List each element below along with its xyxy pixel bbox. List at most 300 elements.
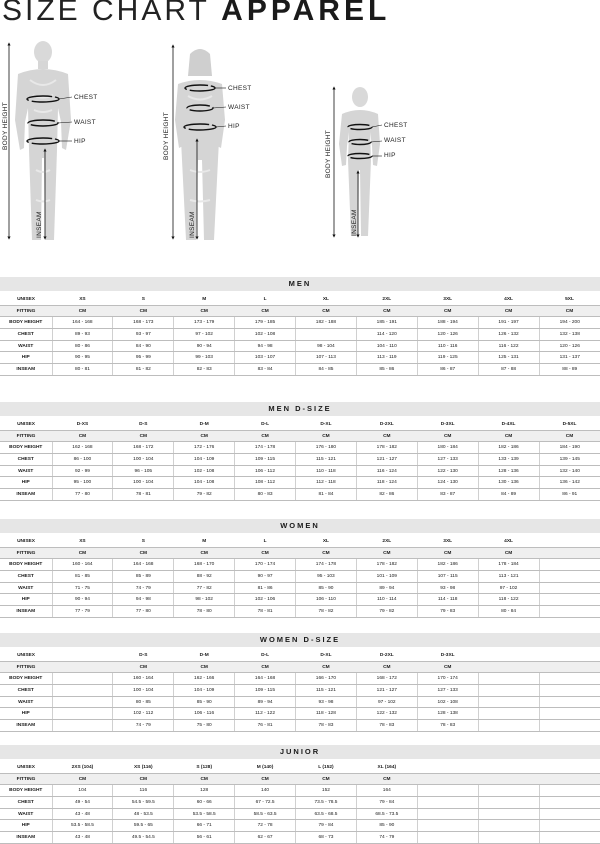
- table-row: [0, 340, 600, 352]
- unit-cell: [417, 773, 478, 785]
- table-cell: 102 - 108: [417, 696, 478, 708]
- unit-cell: CM: [296, 661, 357, 673]
- table-cell: 87 - 88: [478, 364, 539, 376]
- table-cell: 104: [52, 785, 113, 797]
- unit-cell: CM: [113, 547, 174, 559]
- unit-cell: CM: [539, 430, 600, 442]
- man-figure: [9, 41, 72, 240]
- table-cell: [417, 785, 478, 797]
- table-cell: 132 - 138: [539, 329, 600, 341]
- unit-cell: CM: [296, 773, 357, 785]
- table-cell: 194 - 200: [539, 317, 600, 329]
- table-cell: 131 - 137: [539, 352, 600, 364]
- table-cell: 120 - 126: [539, 340, 600, 352]
- table-cell: [478, 708, 539, 720]
- table-cell: 95 - 99: [113, 352, 174, 364]
- measure-label: INSEAM: [0, 364, 52, 376]
- table-cell: 128 - 136: [478, 465, 539, 477]
- table-cell: [478, 685, 539, 697]
- section-women: [0, 519, 600, 618]
- table-row: [0, 559, 600, 571]
- size-header: D-M: [174, 650, 235, 661]
- size-header: 3XL: [417, 294, 478, 305]
- unit-cell: CM: [296, 305, 357, 317]
- table-cell: 164 - 168: [113, 559, 174, 571]
- table-cell: [52, 685, 113, 697]
- size-header-row: [0, 419, 600, 430]
- table-cell: 130 - 136: [478, 477, 539, 489]
- unit-cell: [539, 547, 600, 559]
- table-cell: 182 - 186: [417, 559, 478, 571]
- size-header-row: [0, 294, 600, 305]
- table-cell: 115 - 121: [296, 685, 357, 697]
- size-header: S (128): [174, 762, 235, 773]
- table-cell: 104 - 109: [174, 454, 235, 466]
- table-cell: 128 - 138: [417, 708, 478, 720]
- table-cell: 79 - 82: [174, 489, 235, 501]
- table-cell: 74 - 79: [356, 832, 417, 844]
- measure-label: BODY HEIGHT: [0, 785, 52, 797]
- measure-label: HIP: [0, 352, 52, 364]
- table-cell: [417, 797, 478, 809]
- table-cell: 126 - 132: [478, 329, 539, 341]
- table-cell: 125 - 131: [478, 352, 539, 364]
- size-header: D-4XL: [478, 419, 539, 430]
- table-cell: 66 - 71: [174, 820, 235, 832]
- table-cell: 84 - 89: [478, 489, 539, 501]
- table-cell: [539, 832, 600, 844]
- table-row: [0, 820, 600, 832]
- woman-hip-label: HIP: [228, 123, 240, 130]
- unit-cell: CM: [478, 430, 539, 442]
- table-cell: 160 - 164: [52, 559, 113, 571]
- measure-label: BODY HEIGHT: [0, 317, 52, 329]
- table-row: [0, 797, 600, 809]
- table-cell: 83 - 84: [235, 364, 296, 376]
- table-cell: 49 - 54: [52, 797, 113, 809]
- size-header: D-S: [113, 650, 174, 661]
- size-table: [0, 294, 600, 376]
- measure-label: CHEST: [0, 571, 52, 583]
- table-cell: 93 - 98: [296, 696, 357, 708]
- unit-cell: CM: [113, 661, 174, 673]
- table-cell: 139 - 145: [539, 454, 600, 466]
- unit-cell: CM: [113, 305, 174, 317]
- table-cell: 152: [296, 785, 357, 797]
- table-cell: 122 - 132: [356, 708, 417, 720]
- size-header: XL: [296, 294, 357, 305]
- measure-label: CHEST: [0, 685, 52, 697]
- table-cell: 77 - 80: [113, 606, 174, 618]
- section-title: MEN: [0, 277, 600, 291]
- measure-label: INSEAM: [0, 720, 52, 732]
- table-cell: 56 - 61: [174, 832, 235, 844]
- table-cell: 84 - 85: [296, 364, 357, 376]
- table-cell: 107 - 115: [417, 571, 478, 583]
- size-header: D-L: [235, 419, 296, 430]
- unit-cell: CM: [174, 305, 235, 317]
- table-cell: 89 - 94: [356, 582, 417, 594]
- table-cell: [539, 797, 600, 809]
- table-cell: 74 - 79: [113, 720, 174, 732]
- unit-cell: [478, 661, 539, 673]
- table-cell: [539, 673, 600, 685]
- size-header: S: [113, 294, 174, 305]
- unit-cell: CM: [356, 773, 417, 785]
- fitting-label: FITTING: [0, 430, 52, 442]
- size-header: D-XL: [296, 650, 357, 661]
- size-header: D-M: [174, 419, 235, 430]
- unit-cell: CM: [235, 661, 296, 673]
- unit-cell: CM: [174, 661, 235, 673]
- table-cell: 68.5 - 73.5: [356, 808, 417, 820]
- unit-cell: CM: [478, 547, 539, 559]
- table-row: [0, 696, 600, 708]
- table-cell: [417, 820, 478, 832]
- measure-label: CHEST: [0, 329, 52, 341]
- unit-cell: CM: [52, 773, 113, 785]
- table-cell: 104 - 110: [356, 340, 417, 352]
- table-cell: 92 - 99: [52, 465, 113, 477]
- table-cell: 188 - 194: [417, 317, 478, 329]
- table-cell: 76 - 81: [235, 720, 296, 732]
- unisex-label: UNISEX: [0, 536, 52, 547]
- size-header: D-3XL: [417, 650, 478, 661]
- table-cell: [539, 785, 600, 797]
- measure-label: CHEST: [0, 797, 52, 809]
- table-row: [0, 606, 600, 618]
- title-light: SIZE CHART: [2, 0, 210, 27]
- table-cell: [539, 820, 600, 832]
- table-cell: 81 - 82: [113, 364, 174, 376]
- table-cell: [539, 606, 600, 618]
- measure-label: WAIST: [0, 808, 52, 820]
- size-header: 3XL: [417, 536, 478, 547]
- table-cell: 90 - 94: [52, 594, 113, 606]
- man-chest-label: CHEST: [74, 94, 98, 101]
- size-header: XS: [52, 294, 113, 305]
- table-cell: 116 - 122: [478, 340, 539, 352]
- size-header: D-2XL: [356, 650, 417, 661]
- table-cell: [478, 720, 539, 732]
- table-cell: [52, 720, 113, 732]
- measure-label: INSEAM: [0, 489, 52, 501]
- table-cell: 98 - 102: [174, 594, 235, 606]
- table-cell: 103 - 107: [235, 352, 296, 364]
- size-header: 2XL: [356, 294, 417, 305]
- table-cell: 116 - 124: [356, 465, 417, 477]
- fitting-label: FITTING: [0, 661, 52, 673]
- size-header: M: [174, 294, 235, 305]
- table-cell: 93 - 98: [417, 582, 478, 594]
- man-body-height-label: BODY HEIGHT: [2, 102, 9, 150]
- table-cell: [539, 594, 600, 606]
- unit-cell: CM: [296, 547, 357, 559]
- table-row: [0, 329, 600, 341]
- junior-figure: [334, 87, 382, 236]
- fitting-row: [0, 661, 600, 673]
- table-cell: 72 - 78: [235, 820, 296, 832]
- table-cell: 90 - 95: [52, 352, 113, 364]
- table-cell: 113 - 121: [478, 571, 539, 583]
- unit-cell: CM: [235, 430, 296, 442]
- table-cell: 78 - 81: [235, 606, 296, 618]
- size-header: [478, 762, 539, 773]
- table-cell: 79 - 84: [296, 820, 357, 832]
- measure-label: BODY HEIGHT: [0, 559, 52, 571]
- table-cell: 82 - 83: [174, 364, 235, 376]
- unit-cell: CM: [296, 430, 357, 442]
- table-cell: 112 - 122: [235, 708, 296, 720]
- measure-label: BODY HEIGHT: [0, 442, 52, 454]
- table-cell: 168 - 172: [113, 442, 174, 454]
- table-cell: 119 - 125: [417, 352, 478, 364]
- table-cell: 174 - 178: [296, 559, 357, 571]
- unit-cell: CM: [356, 430, 417, 442]
- table-cell: [478, 696, 539, 708]
- table-cell: [539, 720, 600, 732]
- size-header: 5XL: [539, 294, 600, 305]
- measure-label: HIP: [0, 477, 52, 489]
- size-table: [0, 536, 600, 618]
- table-cell: 108 - 112: [235, 477, 296, 489]
- table-cell: 179 - 185: [235, 317, 296, 329]
- section-title: MEN D-SIZE: [0, 402, 600, 416]
- table-cell: 102 - 108: [235, 329, 296, 341]
- junior-waist-label: WAIST: [384, 137, 406, 144]
- unit-cell: [539, 773, 600, 785]
- unit-cell: CM: [539, 305, 600, 317]
- table-cell: 114 - 118: [417, 594, 478, 606]
- size-header: D-3XL: [417, 419, 478, 430]
- table-cell: 136 - 142: [539, 477, 600, 489]
- table-cell: 53.5 - 58.5: [174, 808, 235, 820]
- table-cell: 83 - 87: [417, 489, 478, 501]
- table-cell: 95 - 100: [52, 477, 113, 489]
- table-cell: 101 - 109: [356, 571, 417, 583]
- table-cell: 80 - 83: [235, 489, 296, 501]
- table-cell: [539, 708, 600, 720]
- unit-cell: CM: [113, 430, 174, 442]
- table-cell: 102 - 108: [174, 465, 235, 477]
- table-row: [0, 685, 600, 697]
- table-cell: [52, 708, 113, 720]
- table-cell: 71 - 75: [52, 582, 113, 594]
- table-row: [0, 808, 600, 820]
- table-cell: 48 - 53.5: [113, 808, 174, 820]
- table-cell: 68 - 73: [296, 832, 357, 844]
- table-cell: 182 - 188: [296, 317, 357, 329]
- table-cell: 109 - 115: [235, 685, 296, 697]
- table-cell: 94 - 98: [235, 340, 296, 352]
- unit-cell: CM: [417, 661, 478, 673]
- section-title: JUNIOR: [0, 745, 600, 759]
- table-cell: 118 - 124: [356, 477, 417, 489]
- table-cell: 128: [174, 785, 235, 797]
- table-cell: 80 - 86: [52, 340, 113, 352]
- table-row: [0, 708, 600, 720]
- table-cell: 77 - 82: [174, 582, 235, 594]
- size-header: [539, 536, 600, 547]
- fitting-label: FITTING: [0, 773, 52, 785]
- size-header: D-5XL: [539, 419, 600, 430]
- unit-cell: CM: [52, 547, 113, 559]
- size-header: D-2XL: [356, 419, 417, 430]
- size-header: S: [113, 536, 174, 547]
- table-cell: 81 - 86: [235, 582, 296, 594]
- measure-label: HIP: [0, 708, 52, 720]
- table-cell: 104 - 108: [174, 477, 235, 489]
- table-cell: 80 - 85: [113, 696, 174, 708]
- table-cell: 166 - 170: [296, 673, 357, 685]
- measure-label: HIP: [0, 594, 52, 606]
- table-cell: 58.5 - 63.5: [235, 808, 296, 820]
- size-header: L: [235, 294, 296, 305]
- table-cell: 89 - 93: [52, 329, 113, 341]
- table-cell: 174 - 178: [235, 442, 296, 454]
- table-cell: 110 - 118: [296, 465, 357, 477]
- table-cell: 77 - 79: [52, 606, 113, 618]
- table-cell: 162 - 168: [52, 442, 113, 454]
- table-cell: [539, 685, 600, 697]
- unit-cell: [478, 773, 539, 785]
- woman-figure: [173, 46, 226, 240]
- table-cell: 118 - 122: [478, 594, 539, 606]
- table-row: [0, 832, 600, 844]
- table-cell: 88 - 89: [539, 364, 600, 376]
- table-cell: 81 - 84: [296, 489, 357, 501]
- table-cell: 78 - 83: [417, 720, 478, 732]
- table-cell: 127 - 133: [417, 685, 478, 697]
- table-cell: 182 - 186: [478, 442, 539, 454]
- table-cell: 95 - 103: [296, 571, 357, 583]
- table-cell: 79 - 82: [356, 606, 417, 618]
- unit-cell: CM: [174, 773, 235, 785]
- measure-label: WAIST: [0, 465, 52, 477]
- unit-cell: CM: [356, 547, 417, 559]
- unit-cell: CM: [417, 547, 478, 559]
- table-cell: [52, 673, 113, 685]
- size-header: 4XL: [478, 294, 539, 305]
- size-header-row: [0, 536, 600, 547]
- unit-cell: CM: [356, 661, 417, 673]
- table-cell: 110 - 116: [417, 340, 478, 352]
- table-cell: [539, 696, 600, 708]
- table-cell: 85 - 86: [356, 364, 417, 376]
- table-cell: 85 - 89: [113, 571, 174, 583]
- size-header: [478, 650, 539, 661]
- table-cell: 106 - 116: [174, 708, 235, 720]
- table-cell: 170 - 174: [417, 673, 478, 685]
- unisex-label: UNISEX: [0, 650, 52, 661]
- unisex-label: UNISEX: [0, 294, 52, 305]
- size-header: [539, 762, 600, 773]
- man-waist-label: WAIST: [74, 119, 96, 126]
- size-header: 4XL: [478, 536, 539, 547]
- table-cell: 164: [356, 785, 417, 797]
- table-cell: 121 - 127: [356, 685, 417, 697]
- table-cell: 85 - 90: [296, 582, 357, 594]
- table-cell: 82 - 86: [356, 489, 417, 501]
- table-cell: 79 - 83: [417, 606, 478, 618]
- unit-cell: CM: [52, 430, 113, 442]
- table-cell: 77 - 80: [52, 489, 113, 501]
- size-header: L: [235, 536, 296, 547]
- junior-hip-label: HIP: [384, 152, 396, 159]
- table-cell: 164 - 168: [52, 317, 113, 329]
- table-cell: 85 - 90: [174, 696, 235, 708]
- fitting-row: [0, 547, 600, 559]
- table-cell: 43 - 48: [52, 808, 113, 820]
- table-cell: 60 - 66: [174, 797, 235, 809]
- size-header: 2XS (104): [52, 762, 113, 773]
- table-row: [0, 317, 600, 329]
- size-header: D-S: [113, 419, 174, 430]
- table-cell: 113 - 119: [356, 352, 417, 364]
- table-cell: 160 - 164: [113, 673, 174, 685]
- unit-cell: CM: [52, 305, 113, 317]
- table-cell: 90 - 94: [174, 340, 235, 352]
- section-men: [0, 277, 600, 376]
- section-title: WOMEN D-SIZE: [0, 633, 600, 647]
- table-cell: [478, 797, 539, 809]
- measure-label: WAIST: [0, 582, 52, 594]
- junior-chest-label: CHEST: [384, 122, 408, 129]
- fitting-label: FITTING: [0, 305, 52, 317]
- table-cell: 184 - 190: [539, 442, 600, 454]
- unisex-label: UNISEX: [0, 762, 52, 773]
- unisex-label: UNISEX: [0, 419, 52, 430]
- table-cell: 97 - 102: [478, 582, 539, 594]
- measure-label: INSEAM: [0, 606, 52, 618]
- table-cell: 86 - 100: [52, 454, 113, 466]
- table-row: [0, 442, 600, 454]
- fitting-row: [0, 773, 600, 785]
- table-cell: 99 - 103: [174, 352, 235, 364]
- size-header: [52, 650, 113, 661]
- table-cell: 100 - 104: [113, 685, 174, 697]
- table-cell: 59.5 - 65: [113, 820, 174, 832]
- size-header: XS (116): [113, 762, 174, 773]
- fitting-row: [0, 430, 600, 442]
- size-header: D-XL: [296, 419, 357, 430]
- table-cell: 112 - 118: [296, 477, 357, 489]
- table-cell: 89 - 94: [235, 696, 296, 708]
- unit-cell: [52, 661, 113, 673]
- table-cell: [417, 808, 478, 820]
- table-cell: 132 - 140: [539, 465, 600, 477]
- table-cell: 80 - 84: [478, 606, 539, 618]
- table-cell: 124 - 130: [417, 477, 478, 489]
- table-cell: 49.5 - 54.5: [113, 832, 174, 844]
- man-inseam-label: INSEAM: [36, 211, 43, 238]
- table-cell: 98 - 104: [296, 340, 357, 352]
- table-cell: 168 - 170: [174, 559, 235, 571]
- section-women-d-size: [0, 633, 600, 732]
- table-cell: 191 - 197: [478, 317, 539, 329]
- fitting-label: FITTING: [0, 547, 52, 559]
- table-cell: 114 - 120: [356, 329, 417, 341]
- size-header: D-XS: [52, 419, 113, 430]
- size-header: L (152): [296, 762, 357, 773]
- table-cell: 80 - 81: [52, 364, 113, 376]
- table-cell: 122 - 130: [417, 465, 478, 477]
- section-title: WOMEN: [0, 519, 600, 533]
- section-men-d-size: [0, 402, 600, 501]
- table-cell: [478, 820, 539, 832]
- table-cell: 43 - 48: [52, 832, 113, 844]
- size-header: XL (164): [356, 762, 417, 773]
